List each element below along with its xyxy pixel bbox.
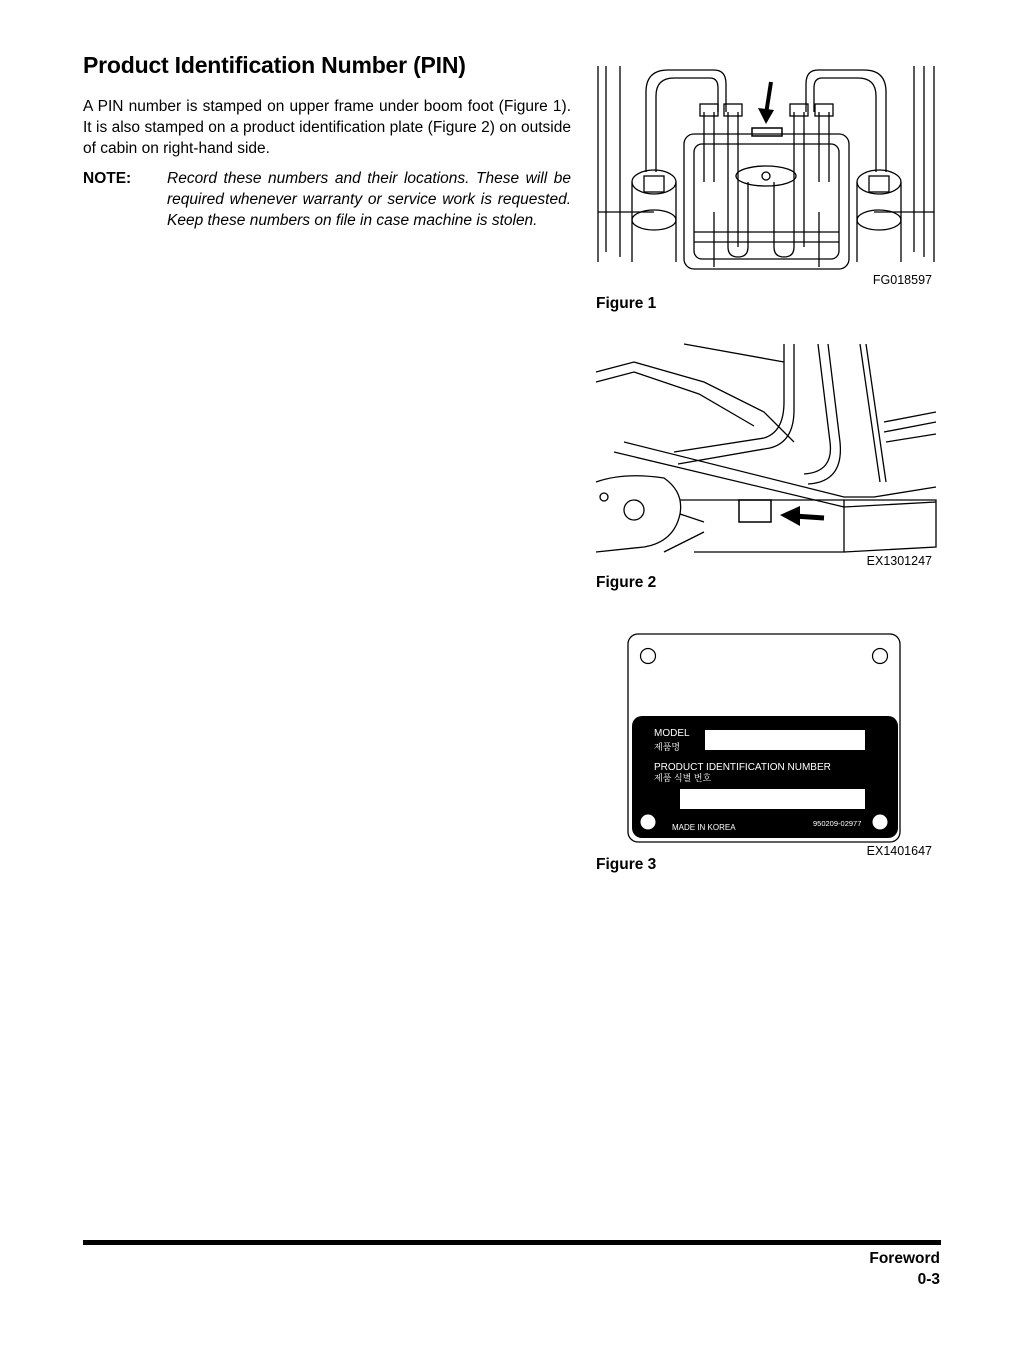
- plate-model-field: [705, 730, 865, 750]
- note-label: NOTE:: [83, 170, 132, 187]
- figure-1-caption: Figure 1: [596, 295, 657, 312]
- page-title: Product Identification Number (PIN): [83, 52, 466, 78]
- plate-pin-label: PRODUCT IDENTIFICATION NUMBER: [654, 762, 831, 773]
- plate-part-no: 950209-02977: [813, 819, 862, 828]
- plate-pin-field: [680, 789, 865, 809]
- note-text: Record these numbers and their locations. These will be required whenever warranty or service work is requested. Keep these numbers on file in case machine is stolen.: [167, 170, 571, 229]
- plate-model-label: MODEL: [654, 728, 690, 739]
- footer-section: Foreword: [869, 1250, 940, 1267]
- mount-hole-bottom-left: [641, 815, 656, 830]
- figure-3: [594, 630, 940, 880]
- footer-rule: [83, 1240, 941, 1245]
- figure-2-illustration: [594, 342, 940, 557]
- plate-pin-label-kr: 제품 식별 번호: [654, 773, 712, 783]
- figure-3-caption: Figure 3: [596, 856, 657, 873]
- mount-hole-top-left: [641, 649, 656, 664]
- mount-hole-bottom-right: [873, 815, 888, 830]
- figure-1-illustration: [594, 62, 940, 277]
- figure-3-plate: [594, 630, 940, 845]
- plate-model-label-kr: 제품명: [654, 742, 681, 752]
- figure-3-code: EX1401647: [866, 844, 932, 858]
- figure-2-code: EX1301247: [866, 554, 932, 568]
- mount-hole-top-right: [873, 649, 888, 664]
- figure-1: [594, 62, 940, 312]
- intro-paragraph: A PIN number is stamped on upper frame under boom foot (Figure 1). It is also stamped on a product identification plate (Figure 2) on outside of cabin on right-hand side.: [83, 98, 571, 157]
- figure-2-caption: Figure 2: [596, 574, 657, 591]
- figure-2: [594, 342, 940, 597]
- plate-made-in: MADE IN KOREA: [672, 823, 736, 832]
- footer-page-number: 0-3: [917, 1271, 940, 1288]
- figure-1-code: FG018597: [872, 273, 932, 287]
